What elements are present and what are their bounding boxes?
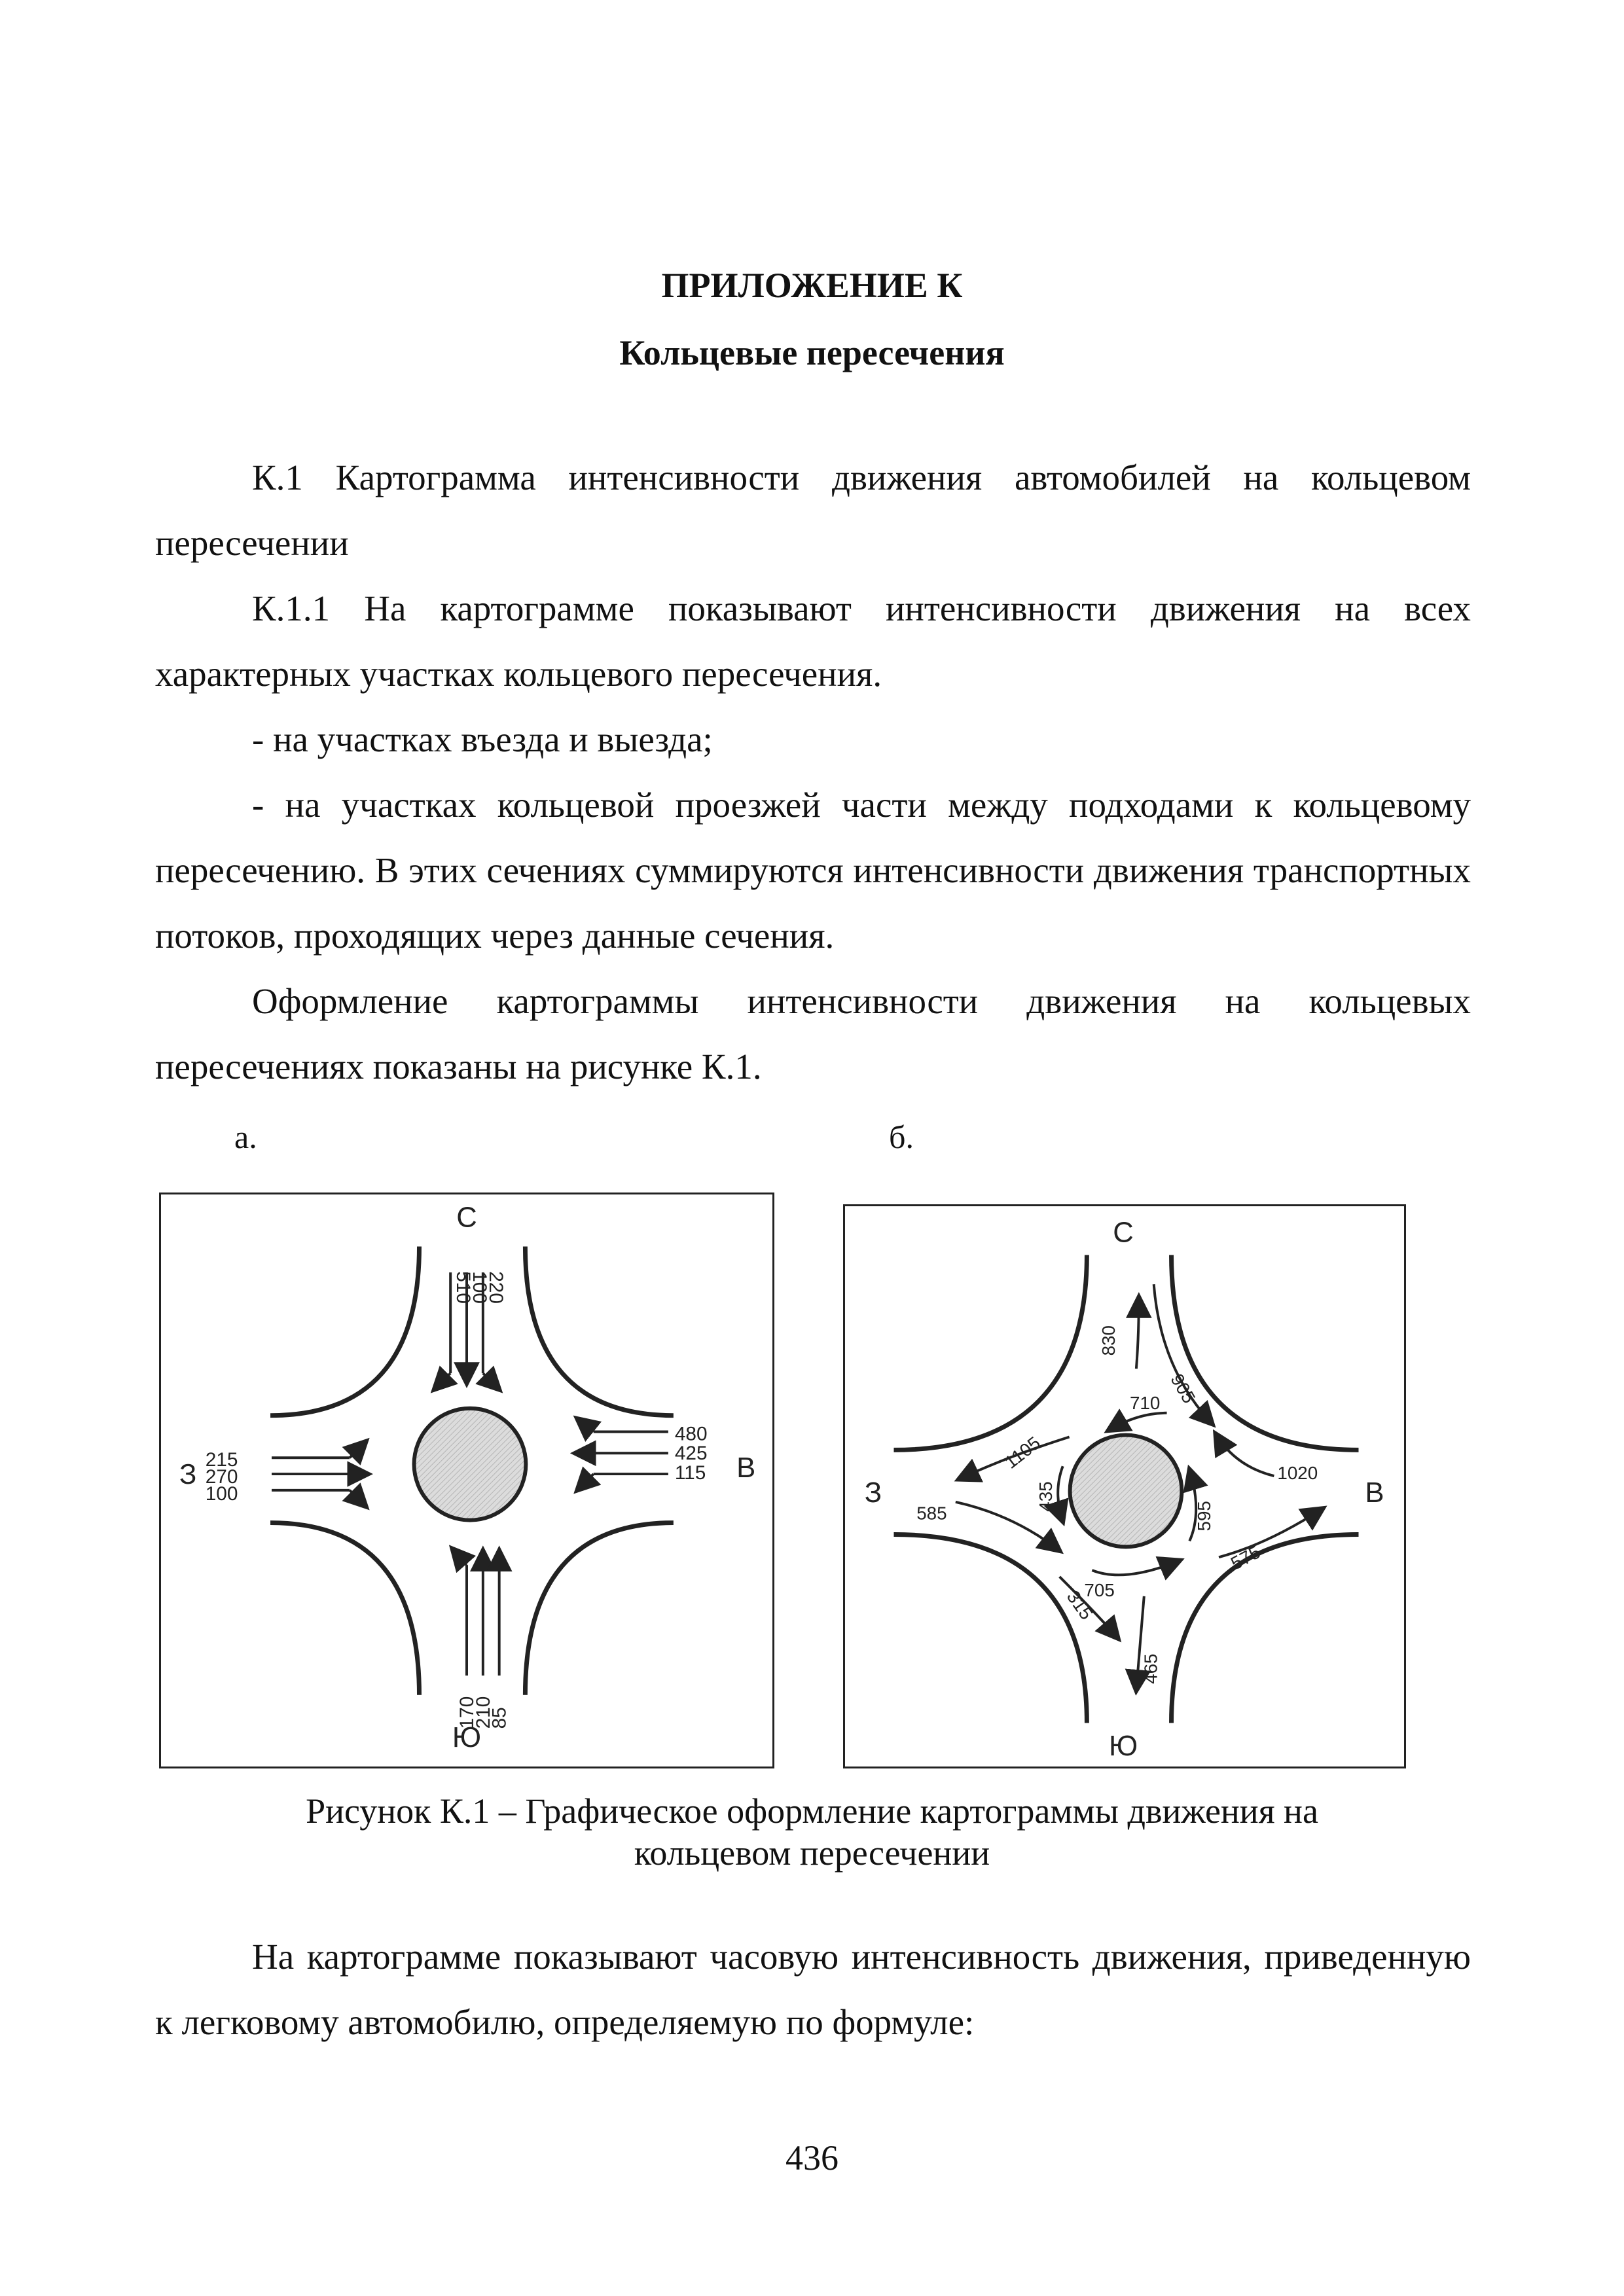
volume-label: 595 (1194, 1501, 1215, 1532)
direction-south-label: Ю (1108, 1730, 1138, 1763)
volume-label: 215 (205, 1449, 238, 1471)
volume-label: 210 (472, 1696, 494, 1729)
direction-west-label: З (864, 1476, 882, 1509)
panel-b-label: б. (889, 1119, 914, 1155)
direction-west-label: З (179, 1458, 197, 1490)
arrow-west-3-turn (350, 1490, 366, 1507)
direction-south-label: Ю (452, 1721, 482, 1754)
list-item-entry-exit: - на участках въезда и выезда; (252, 719, 713, 759)
volume-label: 830 (1098, 1325, 1119, 1356)
volume-label: 480 (674, 1423, 708, 1445)
volume-label: 115 (674, 1462, 706, 1484)
volume-label: 170 (456, 1696, 478, 1729)
curb-sw (893, 1534, 1087, 1723)
appendix-subtitle: Кольцевые пересечения (619, 333, 1005, 372)
curb-ne (525, 1246, 673, 1415)
arrow-south-1-turn (452, 1549, 467, 1565)
volume-label: 270 (205, 1465, 238, 1488)
figure-panel-b (843, 1204, 1406, 1768)
direction-north-label: С (456, 1201, 477, 1234)
flow-s-ring (1092, 1560, 1180, 1575)
direction-east-label: В (736, 1452, 756, 1484)
arrow-west-1-turn (350, 1441, 366, 1458)
central-island (1070, 1435, 1182, 1547)
volume-label: 585 (916, 1503, 947, 1524)
list-item-ring-sections: - на участках кольцевой проезжей части между подходами к кольцевому пересечению. В этих сечениях суммируются интенсивности движения транспортных потоков, проходящих через данные сечения. (155, 785, 1471, 956)
page-number: 436 (785, 2138, 839, 2178)
volume-label: 465 (1140, 1653, 1161, 1684)
volume-label: 100 (468, 1271, 490, 1304)
arrow-north-1-turn (434, 1373, 450, 1390)
volume-label: 510 (452, 1271, 475, 1304)
figure-caption-line-1: Рисунок К.1 – Графическое оформление картограммы движения на (306, 1791, 1318, 1831)
arrow-east-1-turn (577, 1419, 594, 1432)
direction-north-label: С (1113, 1216, 1134, 1249)
volume-label: 220 (484, 1271, 507, 1304)
curb-sw (270, 1523, 419, 1695)
volume-label: 100 (205, 1482, 238, 1505)
volume-label: 905 (1166, 1370, 1200, 1407)
curb-ne (1171, 1255, 1358, 1450)
volume-label: 1105 (1000, 1432, 1045, 1473)
volume-label: 710 (1129, 1392, 1161, 1413)
roundabout-diagram-b (845, 1206, 1404, 1767)
central-island (414, 1408, 526, 1520)
flow-east-entry (1216, 1434, 1274, 1477)
roundabout-diagram-a (161, 1194, 772, 1767)
paragraph-formula-intro: На картограмме показывают часовую интенсивность движения, приведенную к легковому автомобилю, определяемую по формуле: (155, 1937, 1471, 2042)
arrow-east-3-turn (577, 1474, 594, 1490)
paragraph-k11: К.1.1 На картограмме показывают интенсивности движения на всех характерных участках кольцевого пересечения. (155, 588, 1471, 694)
volume-label: 315 (1062, 1587, 1097, 1624)
arrow-north-3-turn (483, 1373, 499, 1390)
curb-se (1171, 1534, 1358, 1723)
paragraph-figure-reference: Оформление картограммы интенсивности движения на кольцевых пересечениях показаны на рисунке К.1. (155, 981, 1471, 1086)
panel-a-label: а. (234, 1119, 257, 1155)
volume-label: 705 (1084, 1579, 1115, 1600)
flow-n-ring (1108, 1413, 1166, 1431)
curb-nw (893, 1255, 1087, 1450)
curb-se (525, 1523, 673, 1695)
volume-label: 425 (674, 1443, 708, 1465)
direction-east-label: В (1365, 1476, 1384, 1509)
volume-label: 575 (1227, 1541, 1264, 1574)
flow-north-exit (1136, 1297, 1139, 1369)
volume-label: 1020 (1277, 1463, 1318, 1484)
flow-w-ring (1058, 1466, 1062, 1521)
appendix-title: ПРИЛОЖЕНИЕ К (661, 266, 963, 305)
volume-label: 435 (1035, 1481, 1056, 1512)
figure-caption-line-2: кольцевом пересечении (634, 1833, 990, 1873)
curb-nw (270, 1246, 419, 1415)
figure-panel-a (159, 1193, 774, 1768)
paragraph-k1: К.1 Картограмма интенсивности движения автомобилей на кольцевом пересечении (155, 457, 1471, 563)
volume-label: 85 (488, 1707, 511, 1729)
